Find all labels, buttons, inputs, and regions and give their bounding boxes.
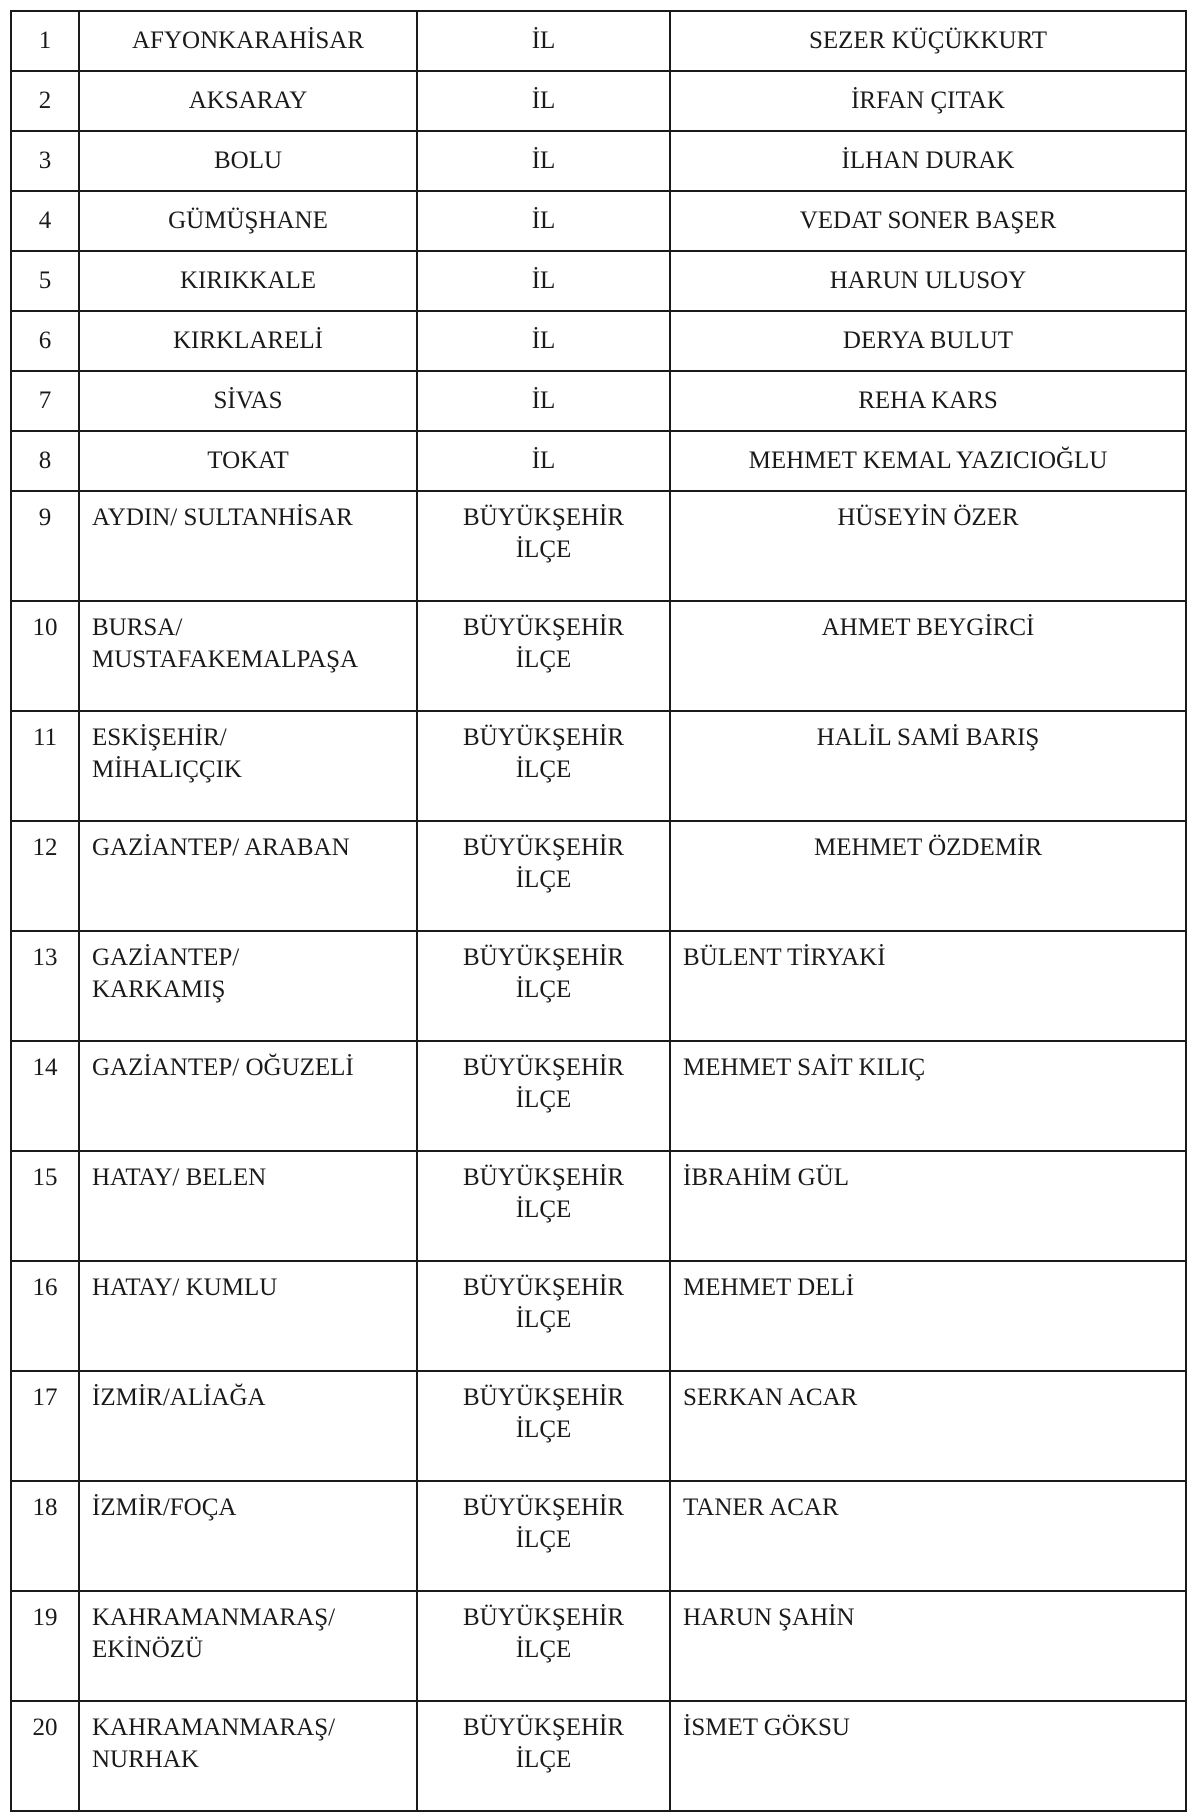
- row-number: 6: [11, 311, 79, 371]
- place-line-2: EKİNÖZÜ: [92, 1636, 204, 1663]
- place-line-2: NURHAK: [92, 1746, 199, 1773]
- row-number: 12: [11, 821, 79, 931]
- table-row: [11, 931, 1186, 1041]
- row-number: 13: [11, 931, 79, 1041]
- candidate-name: AHMET BEYGİRCİ: [670, 601, 1186, 711]
- place-cell: [79, 1041, 417, 1151]
- place-cell: [79, 1591, 417, 1701]
- type-cell: [417, 1371, 670, 1481]
- table-row: [11, 1481, 1186, 1591]
- table-row: [11, 601, 1186, 711]
- row-number: 2: [11, 71, 79, 131]
- candidate-name: VEDAT SONER BAŞER: [670, 191, 1186, 251]
- place-cell: AFYONKARAHİSAR: [79, 11, 417, 71]
- row-number: 19: [11, 1591, 79, 1701]
- row-number: 8: [11, 431, 79, 491]
- table-row: [11, 131, 1186, 191]
- row-number: 15: [11, 1151, 79, 1261]
- place-cell: SİVAS: [79, 371, 417, 431]
- table-row: [11, 821, 1186, 931]
- place-line-1: HATAY/ KUMLU: [92, 1274, 278, 1301]
- place-line-1: AYDIN/ SULTANHİSAR: [92, 504, 353, 531]
- type-cell: [417, 491, 670, 601]
- place-cell: [79, 931, 417, 1041]
- type-cell: [417, 1481, 670, 1591]
- type-cell: İL: [417, 11, 670, 71]
- table-row: [11, 431, 1186, 491]
- candidate-name: HALİL SAMİ BARIŞ: [670, 711, 1186, 821]
- candidate-name: MEHMET KEMAL YAZICIOĞLU: [670, 431, 1186, 491]
- row-number: 9: [11, 491, 79, 601]
- place-line-1: KAHRAMANMARAŞ/: [92, 1714, 336, 1741]
- place-cell: [79, 1481, 417, 1591]
- type-line-2: İLÇE: [515, 536, 572, 563]
- table-row: [11, 311, 1186, 371]
- place-cell: BOLU: [79, 131, 417, 191]
- place-cell: KIRKLARELİ: [79, 311, 417, 371]
- type-line-2: İLÇE: [515, 756, 572, 783]
- row-number: 18: [11, 1481, 79, 1591]
- row-number: 3: [11, 131, 79, 191]
- type-line-1: BÜYÜKŞEHİR: [462, 504, 625, 531]
- candidate-name: MEHMET DELİ: [670, 1261, 1186, 1371]
- type-line-2: İLÇE: [515, 976, 572, 1003]
- type-line-2: İLÇE: [515, 1526, 572, 1553]
- place-line-1: GAZİANTEP/: [92, 944, 240, 971]
- place-cell: KIRIKKALE: [79, 251, 417, 311]
- type-cell: İL: [417, 431, 670, 491]
- place-line-1: BURSA/: [92, 614, 183, 641]
- type-line-2: İLÇE: [515, 1636, 572, 1663]
- candidate-name: İRFAN ÇITAK: [670, 71, 1186, 131]
- candidate-name: İLHAN DURAK: [670, 131, 1186, 191]
- candidate-name: TANER ACAR: [670, 1481, 1186, 1591]
- place-line-1: GAZİANTEP/ OĞUZELİ: [92, 1054, 354, 1081]
- table-row: [11, 491, 1186, 601]
- row-number: 11: [11, 711, 79, 821]
- table-row: [11, 251, 1186, 311]
- place-line-1: İZMİR/FOÇA: [92, 1494, 237, 1521]
- candidate-name: SERKAN ACAR: [670, 1371, 1186, 1481]
- type-line-1: BÜYÜKŞEHİR: [462, 834, 625, 861]
- type-line-1: BÜYÜKŞEHİR: [462, 614, 625, 641]
- table-row: [11, 1261, 1186, 1371]
- type-cell: İL: [417, 71, 670, 131]
- candidate-name: HÜSEYİN ÖZER: [670, 491, 1186, 601]
- place-line-1: KAHRAMANMARAŞ/: [92, 1604, 336, 1631]
- type-cell: [417, 1701, 670, 1811]
- place-cell: AKSARAY: [79, 71, 417, 131]
- type-cell: [417, 821, 670, 931]
- type-line-1: BÜYÜKŞEHİR: [462, 1494, 625, 1521]
- candidate-name: DERYA BULUT: [670, 311, 1186, 371]
- type-line-1: BÜYÜKŞEHİR: [462, 1164, 625, 1191]
- type-line-1: BÜYÜKŞEHİR: [462, 1274, 625, 1301]
- type-line-1: BÜYÜKŞEHİR: [462, 1714, 625, 1741]
- row-number: 4: [11, 191, 79, 251]
- table-row: [11, 191, 1186, 251]
- type-line-1: BÜYÜKŞEHİR: [462, 1384, 625, 1411]
- type-line-2: İLÇE: [515, 1746, 572, 1773]
- type-cell: İL: [417, 131, 670, 191]
- row-number: 1: [11, 11, 79, 71]
- place-line-1: HATAY/ BELEN: [92, 1164, 267, 1191]
- place-cell: [79, 1701, 417, 1811]
- type-cell: İL: [417, 251, 670, 311]
- candidate-name: HARUN ULUSOY: [670, 251, 1186, 311]
- candidate-name: SEZER KÜÇÜKKURT: [670, 11, 1186, 71]
- table-row: [11, 71, 1186, 131]
- place-cell: GÜMÜŞHANE: [79, 191, 417, 251]
- row-number: 10: [11, 601, 79, 711]
- type-line-2: İLÇE: [515, 1306, 572, 1333]
- table-row: [11, 1591, 1186, 1701]
- type-cell: İL: [417, 191, 670, 251]
- type-cell: [417, 1261, 670, 1371]
- row-number: 17: [11, 1371, 79, 1481]
- place-line-1: GAZİANTEP/ ARABAN: [92, 834, 350, 861]
- row-number: 5: [11, 251, 79, 311]
- candidate-table: [10, 10, 1187, 1812]
- type-cell: [417, 1591, 670, 1701]
- place-line-2: MİHALIÇÇIK: [92, 756, 242, 783]
- type-line-1: BÜYÜKŞEHİR: [462, 944, 625, 971]
- place-cell: [79, 491, 417, 601]
- table-row: [11, 1701, 1186, 1811]
- table-row: [11, 1041, 1186, 1151]
- type-line-1: BÜYÜKŞEHİR: [462, 724, 625, 751]
- row-number: 7: [11, 371, 79, 431]
- candidate-name: MEHMET SAİT KILIÇ: [670, 1041, 1186, 1151]
- type-cell: [417, 711, 670, 821]
- row-number: 14: [11, 1041, 79, 1151]
- table-row: [11, 1371, 1186, 1481]
- place-line-2: MUSTAFAKEMALPAŞA: [92, 646, 359, 673]
- candidate-name: BÜLENT TİRYAKİ: [670, 931, 1186, 1041]
- row-number: 20: [11, 1701, 79, 1811]
- candidate-name: HARUN ŞAHİN: [670, 1591, 1186, 1701]
- type-line-2: İLÇE: [515, 1196, 572, 1223]
- table-row: [11, 1151, 1186, 1261]
- place-line-1: İZMİR/ALİAĞA: [92, 1384, 266, 1411]
- type-cell: [417, 1151, 670, 1261]
- table-row: [11, 371, 1186, 431]
- row-number: 16: [11, 1261, 79, 1371]
- place-cell: [79, 1371, 417, 1481]
- place-cell: [79, 1261, 417, 1371]
- place-cell: [79, 601, 417, 711]
- type-cell: [417, 1041, 670, 1151]
- type-cell: [417, 931, 670, 1041]
- type-cell: İL: [417, 311, 670, 371]
- type-line-2: İLÇE: [515, 866, 572, 893]
- table-row: [11, 711, 1186, 821]
- place-line-1: ESKİŞEHİR/: [92, 724, 227, 751]
- type-line-1: BÜYÜKŞEHİR: [462, 1054, 625, 1081]
- candidate-name: MEHMET ÖZDEMİR: [670, 821, 1186, 931]
- candidate-name: REHA KARS: [670, 371, 1186, 431]
- candidate-name: İBRAHİM GÜL: [670, 1151, 1186, 1261]
- place-cell: [79, 1151, 417, 1261]
- type-line-1: BÜYÜKŞEHİR: [462, 1604, 625, 1631]
- candidate-name: İSMET GÖKSU: [670, 1701, 1186, 1811]
- type-cell: İL: [417, 371, 670, 431]
- place-cell: TOKAT: [79, 431, 417, 491]
- type-line-2: İLÇE: [515, 1416, 572, 1443]
- place-cell: [79, 711, 417, 821]
- table-row: [11, 11, 1186, 71]
- place-cell: [79, 821, 417, 931]
- place-line-2: KARKAMIŞ: [92, 976, 226, 1003]
- type-cell: [417, 601, 670, 711]
- type-line-2: İLÇE: [515, 646, 572, 673]
- type-line-2: İLÇE: [515, 1086, 572, 1113]
